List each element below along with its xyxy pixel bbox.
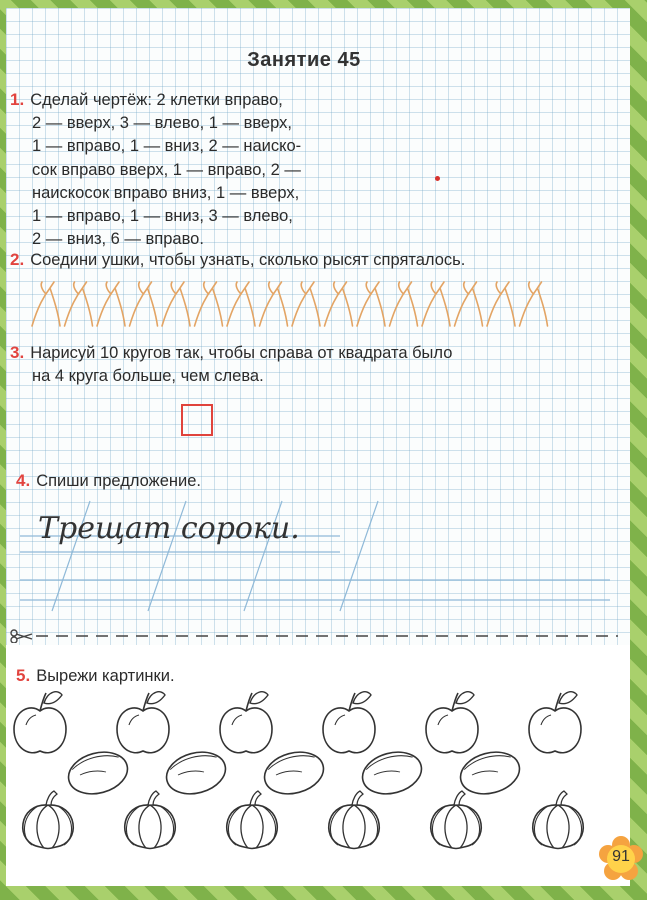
lynx-ear	[65, 282, 93, 326]
task-line: 2 — вверх, 3 — влево, 1 — вверх,	[32, 114, 292, 133]
lynx-ear	[455, 282, 483, 326]
task-line: Соедини ушки, чтобы узнать, сколько рысят спряталось.	[30, 251, 466, 269]
apple-icon[interactable]	[117, 692, 169, 753]
task-number: 2.	[10, 250, 25, 269]
pumpkin-icon[interactable]	[23, 791, 73, 849]
apple-icon[interactable]	[220, 692, 272, 753]
lesson-title: Занятие 45	[247, 49, 361, 71]
pumpkin-icon[interactable]	[227, 791, 277, 849]
apple-icon[interactable]	[426, 692, 478, 753]
lynx-ear	[422, 282, 450, 326]
task-1	[10, 88, 301, 251]
copy-sentence: Трещат сороки.	[38, 511, 300, 546]
lynx-ear	[520, 282, 548, 326]
task-line: на 4 круга больше, чем слева.	[32, 367, 264, 386]
pumpkin-icon[interactable]	[533, 791, 583, 849]
apple-icon[interactable]	[323, 692, 375, 753]
page-number: 91	[612, 848, 630, 865]
lynx-ear	[487, 282, 515, 326]
task-number: 5.	[16, 666, 31, 685]
task-number: 1.	[10, 90, 25, 109]
lynx-ear	[97, 282, 125, 326]
task-number: 3.	[10, 343, 25, 362]
task-line: сок вправо вверх, 1 — вправо, 2 —	[32, 160, 301, 179]
task-4	[16, 469, 201, 493]
lemon-icon[interactable]	[456, 746, 524, 800]
red-square	[181, 404, 213, 436]
task-line: 2 — вниз, 6 — вправо.	[32, 230, 204, 249]
task-line: наискосок вправо вниз, 1 — вверх,	[32, 183, 300, 202]
task-line: Вырежи картинки.	[36, 667, 175, 685]
scissors-icon	[11, 630, 32, 643]
lemon-icon[interactable]	[64, 746, 132, 800]
apple-icon[interactable]	[529, 692, 581, 753]
lynx-ear	[130, 282, 158, 326]
lynx-ear	[227, 282, 255, 326]
pumpkin-icon[interactable]	[125, 791, 175, 849]
task-2	[10, 248, 465, 272]
apple-icon[interactable]	[14, 692, 66, 753]
lemon-icon[interactable]	[162, 746, 230, 800]
lemon-icon[interactable]	[260, 746, 328, 800]
lynx-ears-row	[30, 282, 570, 332]
lynx-ear	[162, 282, 190, 326]
task-line: Сделай чертёж: 2 клетки вправо,	[30, 91, 283, 109]
task-number: 4.	[16, 471, 31, 490]
lynx-ear	[195, 282, 223, 326]
pumpkin-icon[interactable]	[431, 791, 481, 849]
copy-lines	[20, 496, 620, 616]
task-line: 1 — вправо, 1 — вниз, 2 — наиско-	[32, 137, 302, 156]
lynx-ear	[357, 282, 385, 326]
pumpkin-icon[interactable]	[329, 791, 379, 849]
task-3	[10, 341, 452, 388]
task-line: Спиши предложение.	[36, 472, 201, 490]
lynx-ear	[390, 282, 418, 326]
task-line: Нарисуй 10 кругов так, чтобы справа от квадрата было	[30, 344, 453, 362]
lynx-ear	[292, 282, 320, 326]
task-line: 1 — вправо, 1 — вниз, 3 — влево,	[32, 207, 293, 226]
start-point-dot	[435, 176, 440, 181]
lynx-ear	[325, 282, 353, 326]
lemon-icon[interactable]	[358, 746, 426, 800]
lynx-ear	[32, 282, 60, 326]
cutout-pictures	[0, 680, 630, 855]
lynx-ear	[260, 282, 288, 326]
cut-line	[10, 629, 620, 643]
